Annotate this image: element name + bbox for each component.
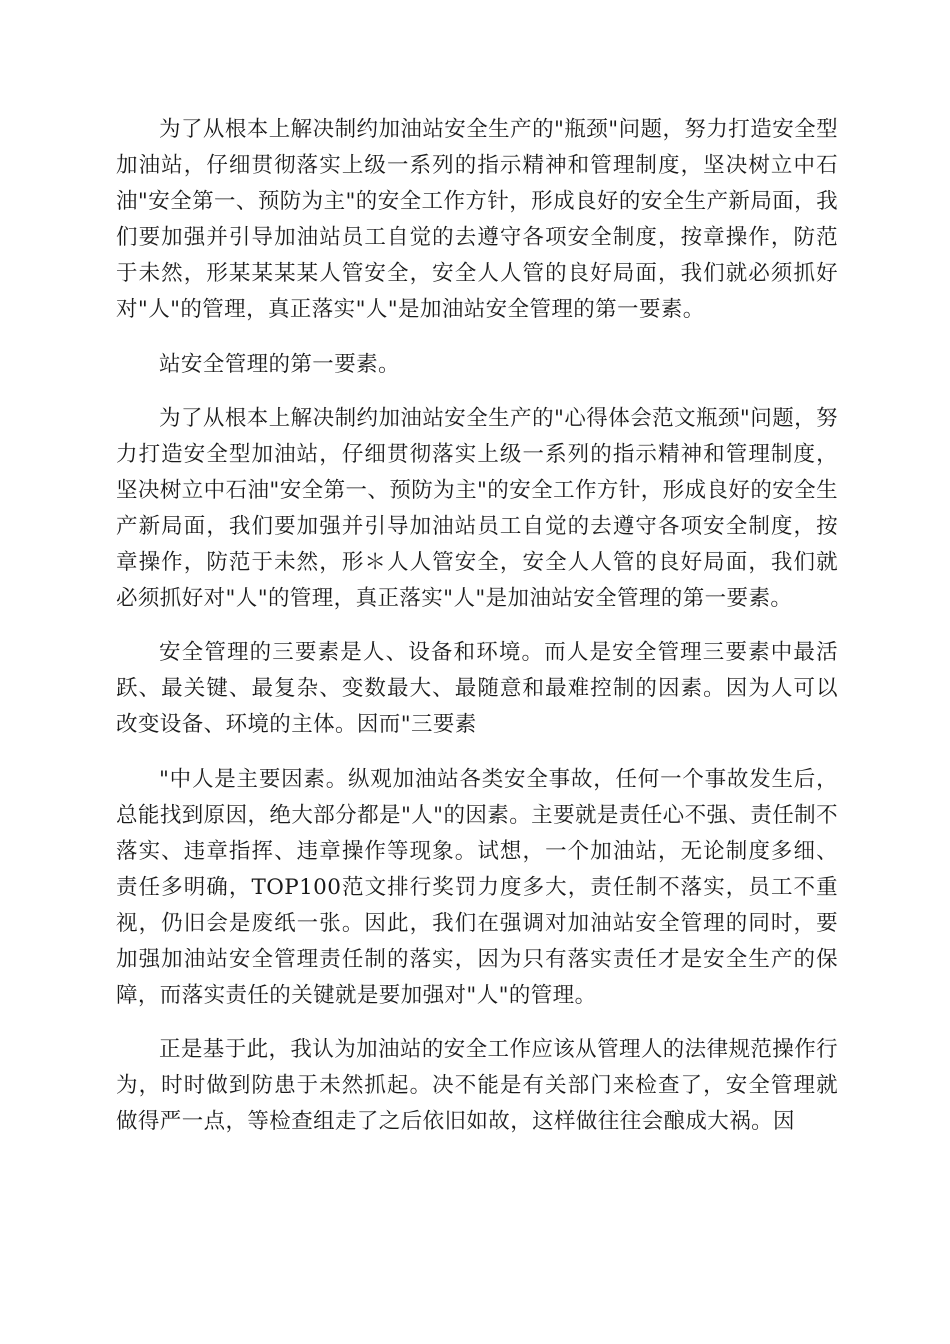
paragraph-2: 站安全管理的第一要素。	[159, 351, 400, 377]
paragraph-6: 正是基于此，我认为加油站的安全工作应该从管理人的法律规范操作行为，时时做到防患于未然抓起。决不能是有关部门来检查了，安全管理就做得严一点，等检查组走了之后依旧如故，这样做往往会酿成大祸。因	[116, 1037, 838, 1135]
paragraph-1: 为了从根本上解决制约加油站安全生产的"瓶颈"问题，努力打造安全型加油站，仔细贯彻落实上级一系列的指示精神和管理制度，坚决树立中石油"安全第一、预防为主"的安全工作方针，形成良好的安全生产新局面，我们要加强并引导加油站员工自觉的去遵守各项安全制度，按章操作，防范于未然，形某某某某人管安全，安全人人管的良好局面，我们就必须抓好对"人"的管理，真正落实"人"是加油站安全管理的第一要素。	[116, 117, 838, 323]
paragraph-3: 为了从根本上解决制约加油站安全生产的"心得体会范文瓶颈"问题，努力打造安全型加油站，仔细贯彻落实上级一系列的指示精神和管理制度，坚决树立中石油"安全第一、预防为主"的安全工作方针，形成良好的安全生产新局面，我们要加强并引导加油站员工自觉的去遵守各项安全制度，按章操作，防范于未然，形＊人人管安全，安全人人管的良好局面，我们就必须抓好对"人"的管理，真正落实"人"是加油站安全管理的第一要素。	[116, 405, 838, 612]
paragraph-5: "中人是主要因素。纵观加油站各类安全事故，任何一个事故发生后，总能找到原因，绝大部分都是"人"的因素。主要就是责任心不强、责任制不落实、违章指挥、违章操作等现象。试想，一个加油站，无论制度多细、责任多明确，TOP100范文排行奖罚力度多大，责任制不落实，员工不重视，仍旧会是废纸一张。因此，我们在强调对加油站安全管理的同时，要加强加油站安全管理责任制的落实，因为只有落实责任才是安全生产的保障，而落实责任的关键就是要加强对"人"的管理。	[116, 766, 838, 1009]
paragraph-4: 安全管理的三要素是人、设备和环境。而人是安全管理三要素中最活跃、最关键、最复杂、变数最大、最随意和最难控制的因素。因为人可以改变设备、环境的主体。因而"三要素	[116, 640, 838, 738]
document-body	[116, 112, 838, 1158]
